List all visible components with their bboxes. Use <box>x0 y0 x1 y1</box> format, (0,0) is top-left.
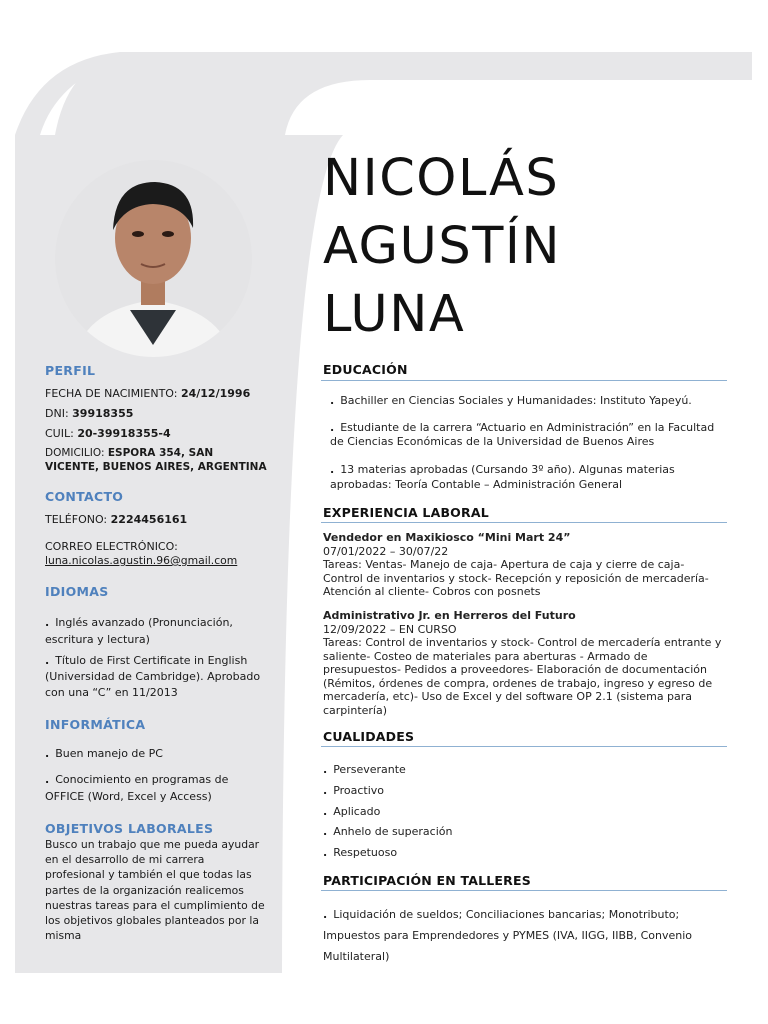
cuil: CUIL: 20-39918355-4 <box>45 427 171 440</box>
list-item: . Proactivo <box>323 783 385 797</box>
person-avatar-icon <box>55 160 252 357</box>
idiomas-heading: IDIOMAS <box>45 584 109 599</box>
education-item: . Bachiller en Ciencias Sociales y Humanidades: Instituto Yapeyú. <box>330 394 692 407</box>
talleres-heading: PARTICIPACIÓN EN TALLERES <box>323 873 531 888</box>
language-item: . Inglés avanzado (Pronunciación, escritura y lectura) <box>45 616 233 646</box>
phone: TELÉFONO: 2224456161 <box>45 513 188 526</box>
educacion-heading: EDUCACIÓN <box>323 362 408 377</box>
list-item: . Aplicado <box>323 804 381 818</box>
contacto-heading: CONTACTO <box>45 489 124 504</box>
list-item: . Respetuoso <box>323 846 398 860</box>
birth-date: FECHA DE NACIMIENTO: 24/12/1996 <box>45 387 251 400</box>
skill-item: . Buen manejo de PC <box>45 747 163 760</box>
education-item: . 13 materias aprobadas (Cursando 3º año). Algunas materias aprobadas: Teoría Contable – Administración General <box>330 463 675 491</box>
job-entry: Administrativo Jr. en Herreros del Futuro 12/09/2022 – EN CURSO Tareas: Control de inventarios y stock- Control de mercadería entrante y saliente- Costeo de materiales para aberturas - Armado de presupuestos- Pedidos a proveedores- Elaboración de documentación (Rémitos, órdenes de compra, ordenes de trabajo, ingreso y egreso de mercadería, etc)- Uso de Excel y del software OP 2.1 (sistema para carpintería) <box>323 609 722 717</box>
email-link[interactable]: luna.nicolas.agustin.96@gmail.com <box>45 554 238 567</box>
divider <box>321 522 727 523</box>
education-item: . Estudiante de la carrera “Actuario en Administración” en la Facultad de Ciencias Económicas de la Universidad de Buenos Aires <box>330 421 715 448</box>
skill-item: . Conocimiento en programas de OFFICE (Word, Excel y Access) <box>45 773 229 803</box>
divider <box>321 746 727 747</box>
candidate-name: NICOLÁS AGUSTÍN LUNA <box>323 149 562 344</box>
profile-photo <box>55 160 252 357</box>
experiencia-heading: EXPERIENCIA LABORAL <box>323 505 489 520</box>
language-item: . Título de First Certificate in English (Universidad de Cambridge). Aprobado con una “C” en 11/2013 <box>45 654 261 699</box>
divider <box>321 890 727 891</box>
address: DOMICILIO: ESPORA 354, SAN VICENTE, BUENOS AIRES, ARGENTINA <box>45 447 267 473</box>
cualidades-heading: CUALIDADES <box>323 729 415 744</box>
divider <box>321 380 727 381</box>
job-entry: Vendedor en Maxikiosco “Mini Mart 24” 07/01/2022 – 30/07/22 Tareas: Ventas- Manejo de caja- Apertura de caja y cierre de caja- Control de inventarios y stock- Recepción y reposición de mercadería- Atención al cliente- Cobros con posnets <box>323 531 709 598</box>
objetivos-text: Busco un trabajo que me pueda ayudar en el desarrollo de mi carrera profesional y también el que todas las partes de la organización realicemos nuestras tareas para el cumplimiento de los objetivos globales planteados por la misma <box>45 838 265 943</box>
dni: DNI: 39918355 <box>45 407 134 420</box>
email-label: CORREO ELECTRÓNICO: <box>45 540 178 553</box>
list-item: . Anhelo de superación <box>323 825 453 839</box>
qualities-list <box>323 760 727 864</box>
top-band <box>55 52 752 135</box>
list-item: . Perseverante <box>323 763 406 776</box>
informatica-heading: INFORMÁTICA <box>45 717 146 732</box>
objetivos-heading: OBJETIVOS LABORALES <box>45 821 214 836</box>
perfil-heading: PERFIL <box>45 363 96 378</box>
talleres-text: . Liquidación de sueldos; Conciliaciones bancarias; Monotributo; Impuestos para Emprendedores y PYMES (IVA, IIGG, IIBB, Convenio Multilateral) <box>323 908 693 963</box>
